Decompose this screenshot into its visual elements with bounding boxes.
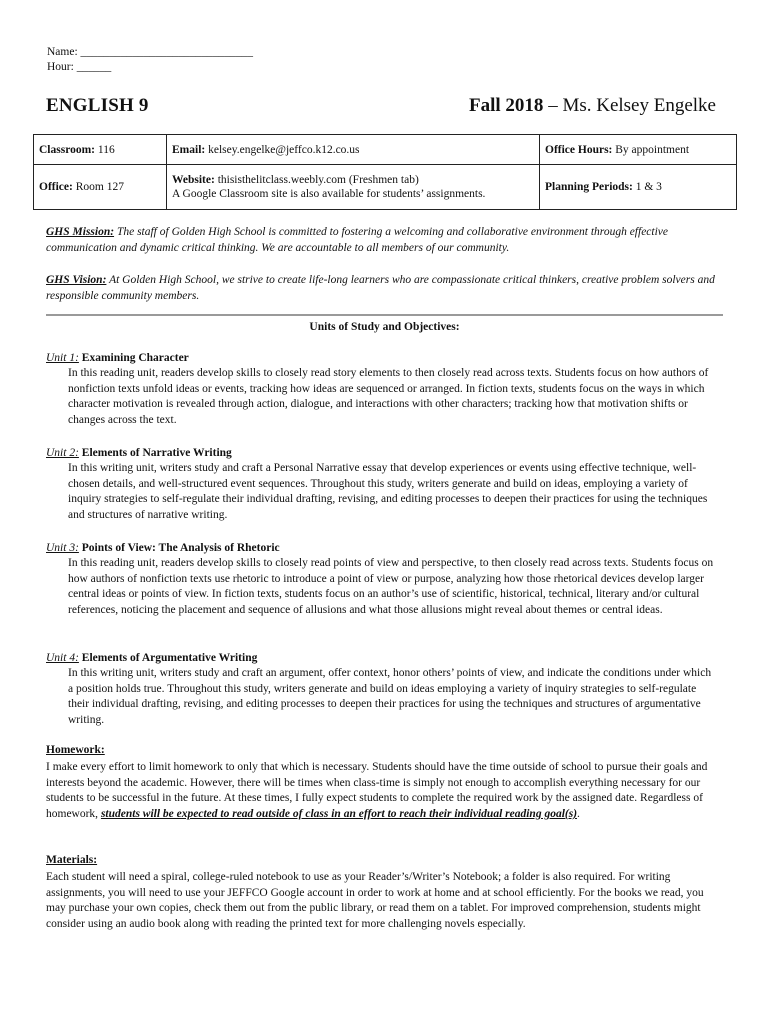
mission-statement [46,225,726,256]
unit-3-heading [46,541,280,556]
office-value: Room 127 [72,181,124,193]
email-cell [167,135,540,165]
homework-emphasis: students will be expected to read outside of class in an effort to reach their individual reading goal(s) [100,808,578,821]
term: Fall 2018 [469,95,544,116]
mission-text: The staff of Golden High School is committed to fostering a welcoming and collaborative environment through effective communication and dynamic critical thinking. We are accountable to all members of our community. [46,226,668,254]
unit-3-title: Points of View: The Analysis of Rhetoric [78,542,280,554]
unit-2-body: In this writing unit, writers study and craft a Personal Narrative essay that develop experiences or events using effective technique, well-chosen details, and well-structured event sequences. Throughout this study, writers generate and build on ideas, employing a variety of inquiry strategies to self-regulate their individual drafting, revising, and editing processes to deepen their practices for using the techniques and structures of narrative writing. [68,462,708,522]
units-heading: Units of Study and Objectives: [309,321,460,333]
office-label: Office: [39,181,73,193]
course-title: ENGLISH 9 [46,95,149,116]
vision-statement [46,273,726,304]
unit-4-title: Elements of Argumentative Writing [78,652,258,664]
section-divider [46,314,723,316]
planning-value: 1 & 3 [632,181,662,193]
unit-2-title: Elements of Narrative Writing [78,447,232,459]
term-teacher [469,95,716,117]
website-note: A Google Classroom site is also available for students’ assignments. [172,188,486,200]
term-separator: – [543,95,563,116]
teacher-name: Ms. Kelsey Engelke [562,95,716,116]
homework-text: I make every effort to limit homework to only that which is necessary. Students should have the time outside of school to pursue their goals and interests beyond the academic. However, there will be times when class-time is simply not enough to accomplish everything necessary for our students to be successful in the future. At these times, I fully expect students to complete the required work by the assigned date. Regardless of homework, [46,761,708,821]
office-cell [34,165,167,210]
info-row-2 [34,165,737,210]
unit-1-body: In this reading unit, readers develop skills to closely read story elements to then closely read across texts. Students focus on how authors of nonfiction texts unfold ideas or events, tracking how ideas are sequenced or arranged. In fiction texts, students focus on the ways in which character motivation is revealed through action, dialogue, and interactions with other characters; tracking how that motivation shifts or changes across the text. [68,367,709,427]
materials-body: Each student will need a spiral, college-ruled notebook to use as your Reader’s/Writer’s Notebook; a folder is also required. For writing assignments, you will need to use your JEFFCO Google account in order to work at home and at school efficiently. For the books we read, you may purchase your own copies, check them out from the public library, or read them on a tablet. For improved comprehension, students might consider using an audio book along with reading the printed text for more challenging novels especially. [46,871,704,931]
unit-3-label: Unit 3: [46,542,79,554]
materials-heading: Materials: [46,854,98,866]
name-line: Name: ______________________________ [47,46,254,58]
unit-1-title: Examining Character [78,352,189,364]
classroom-value: 116 [95,143,115,156]
unit-4-label: Unit 4: [46,652,79,664]
website-value: thisisthelitclass.weebly.com (Freshmen tab) [214,174,419,186]
unit-2-label: Unit 2: [46,447,79,459]
unit-1-heading [46,351,189,366]
name-hour-lines [47,45,253,75]
office-hours-cell [540,135,737,165]
mission-label: GHS Mission: [46,226,115,238]
email-label: Email: [172,143,206,156]
homework-end: . [577,808,580,821]
website-cell [167,165,540,210]
info-row-1 [34,135,737,165]
vision-label: GHS Vision: [46,274,107,286]
unit-4-body: In this writing unit, writers study and craft an argument, offer context, honor others’ points of view, and indicate the conditions under which a position holds true. Throughout this study, writers generate and build on ideas employing a variety of inquiry strategies to self-regulate their individual drafting, revising, and editing processes to deepen their practices for using the techniques and structures of argumentative writing. [68,667,712,727]
website-label: Website: [172,174,215,186]
office-hours-value: By appointment [612,143,690,156]
unit-3-body: In this reading unit, readers develop skills to closely read points of view and perspective, to then closely read across texts. Students focus on how authors of nonfiction texts use rhetoric to introduce a point of view or purpose, analyzing how those rhetorical devices develop larger central ideas or points of view. In fiction texts, students focus on an author’s use of scientific, historical, technical, literary and/or cultural references, noticing the placement and sequence of allusions and what those allusions might reveal about themes or central ideas. [68,557,714,617]
contact-info-table [33,134,737,210]
email-value: kelsey.engelke@jeffco.k12.co.us [205,143,360,156]
unit-2-heading [46,446,232,461]
vision-text: At Golden High School, we strive to create life-long learners who are compassionate critical thinkers, creative problem solvers and responsible community members. [46,274,715,302]
unit-1-label: Unit 1: [46,352,79,364]
homework-heading: Homework: [46,744,105,756]
office-hours-label: Office Hours: [545,143,613,156]
hour-line: Hour: ______ [47,61,112,73]
unit-4-heading [46,651,257,666]
planning-cell [540,165,737,210]
planning-label: Planning Periods: [545,181,633,193]
homework-body [46,760,726,823]
classroom-label: Classroom: [39,143,96,156]
classroom-cell [34,135,167,165]
